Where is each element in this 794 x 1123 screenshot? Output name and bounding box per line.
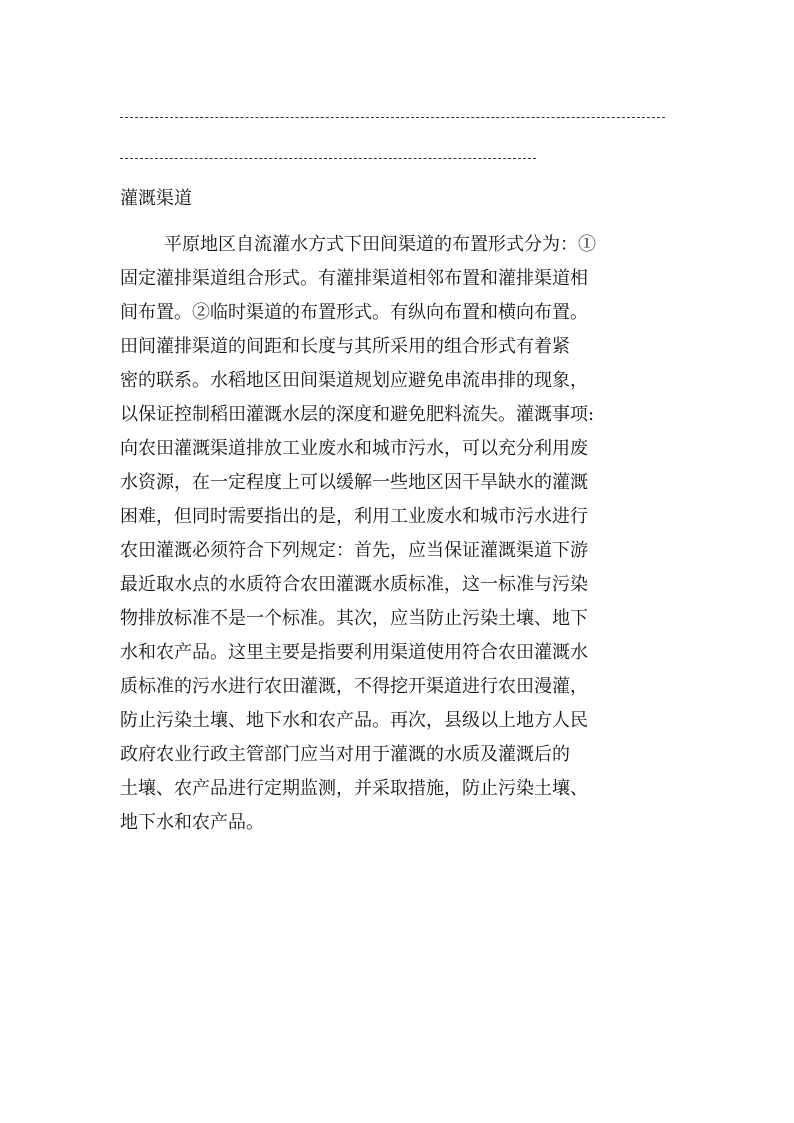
paragraph-line: 平原地区自流灌水方式下田间渠道的布置形式分为：① xyxy=(164,234,596,255)
paragraph-line: 密的联系。水稻地区田间渠道规划应避免串流串排的现象， xyxy=(120,370,588,391)
paragraph-line: 防止污染土壤、地下水和农产品。再次，县级以上地方人民 xyxy=(120,710,588,731)
paragraph-line: 水和农产品。这里主要是指要利用渠道使用符合农田灌溉水 xyxy=(120,642,588,663)
paragraph-line: 物排放标准不是一个标准。其次，应当防止污染土壤、地下 xyxy=(120,608,588,629)
paragraph-line: 田间灌排渠道的间距和长度与其所采用的组合形式有着紧 xyxy=(120,336,570,357)
paragraph-line: 最近取水点的水质符合农田灌溉水质标准，这一标准与污染 xyxy=(120,574,588,595)
paragraph-line: 困难，但同时需要指出的是，利用工业废水和城市污水进行 xyxy=(120,506,588,527)
paragraph-line: 政府农业行政主管部门应当对用于灌溉的水质及灌溉后的 xyxy=(120,744,570,765)
paragraph-line: 固定灌排渠道组合形式。有灌排渠道相邻布置和灌排渠道相 xyxy=(120,268,588,289)
dashed-separator-line xyxy=(120,158,536,159)
paragraph-line: 以保证控制稻田灌溉水层的深度和避免肥料流失。灌溉事项: xyxy=(120,404,595,425)
paragraph-line: 地下水和农产品。 xyxy=(120,812,264,833)
section-heading: 灌溉渠道 xyxy=(120,188,192,209)
paragraph-line: 质标准的污水进行农田灌溉，不得挖开渠道进行农田漫灌， xyxy=(120,676,588,697)
paragraph-line: 向农田灌溉渠道排放工业废水和城市污水，可以充分利用废 xyxy=(120,438,588,459)
paragraph-line: 土壤、农产品进行定期监测，并采取措施，防止污染土壤、 xyxy=(120,778,588,799)
body-paragraph xyxy=(120,228,695,840)
dashed-separator-line xyxy=(120,117,665,118)
paragraph-line: 农田灌溉必须符合下列规定：首先，应当保证灌溉渠道下游 xyxy=(120,540,588,561)
paragraph-line: 水资源，在一定程度上可以缓解一些地区因干旱缺水的灌溉 xyxy=(120,472,588,493)
paragraph-line: 间布置。②临时渠道的布置形式。有纵向布置和横向布置。 xyxy=(120,302,588,323)
